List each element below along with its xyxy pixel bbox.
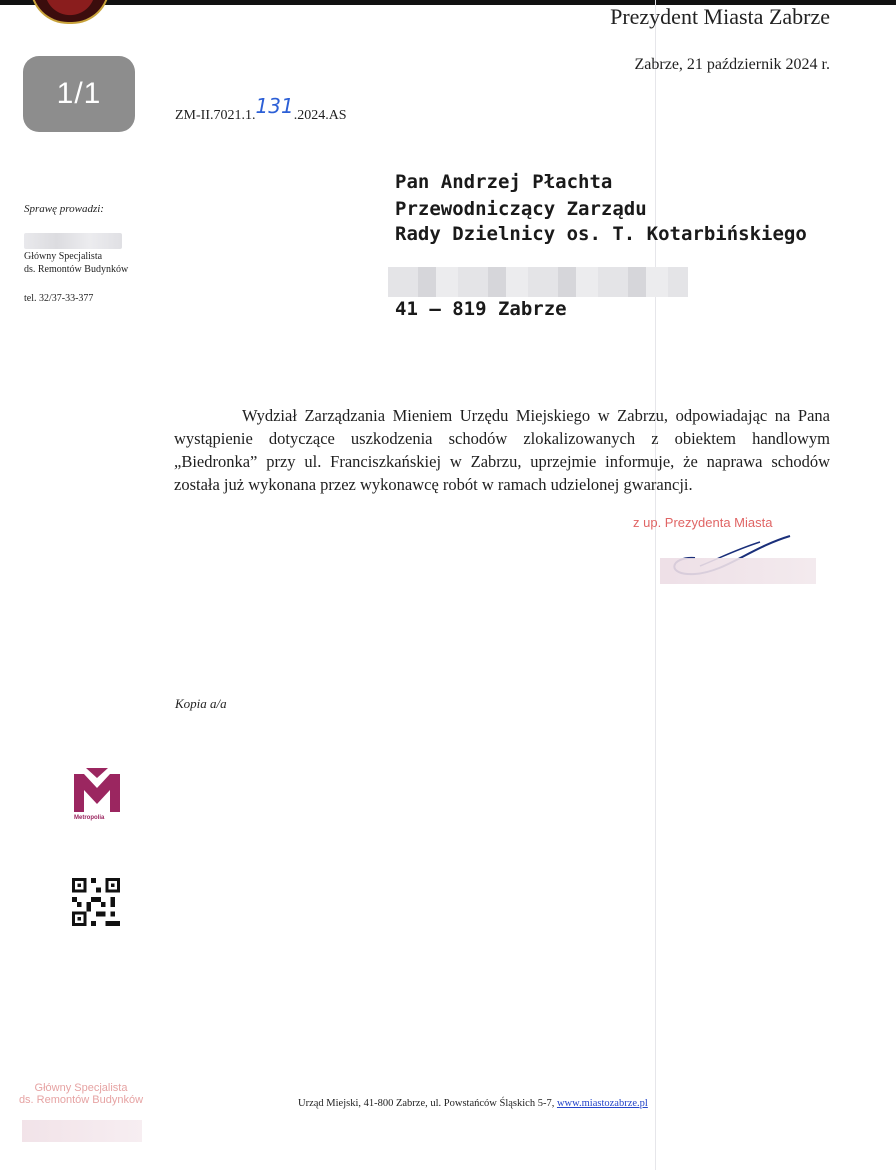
reference-number <box>175 94 347 124</box>
qr-code-icon <box>71 878 121 926</box>
copy-label: Kopia a/a <box>175 696 227 711</box>
addressee-city: 41 – 819 Zabrze <box>395 298 567 320</box>
redacted-handler-name <box>24 233 122 249</box>
redacted-signatory-name <box>660 558 816 584</box>
metropolia-logo-text: Metropolia <box>74 815 105 821</box>
handler-department: ds. Remontów Budynków <box>24 264 129 275</box>
footer-handler-stamp <box>6 1082 156 1106</box>
letter-date: Zabrze, 21 październik 2024 r. <box>634 56 830 73</box>
redacted-street-address <box>388 267 688 297</box>
signature-stamp-text: z up. Prezydenta Miasta <box>633 515 773 530</box>
footer-stamp-line-1: Główny Specjalista <box>34 1082 128 1094</box>
letter-header-title: Prezydent Miasta Zabrze <box>610 4 830 29</box>
footer-website-link[interactable]: www.miastozabrze.pl <box>556 1098 648 1109</box>
addressee-name: Pan Andrzej Płachta <box>395 171 613 193</box>
reference-suffix: .2024.AS <box>293 108 347 123</box>
reference-handwritten-number: 131 <box>255 94 294 118</box>
footer-stamp-line-2: ds. Remontów Budynków <box>18 1094 144 1106</box>
redacted-footer-signature <box>22 1120 142 1142</box>
letter-body <box>174 404 830 496</box>
letter-body-paragraph: Wydział Zarządzania Mieniem Urzędu Miejskiego w Zabrzu, odpowiadając na Pana wystąpienie dotyczące uszkodzenia schodów zlokalizowanych z obiektem handlowym „Biedronka” przy ul. Franciszkańskiej w Zabrzu, uprzejmie informuje, że naprawa schodów została już wykonana przez wykonawcę robót w ramach udzielonej gwarancji. <box>174 406 830 494</box>
addressee-council: Rady Dzielnicy os. T. Kotarbińskiego <box>395 223 807 245</box>
footer-address-text: Urząd Miejski, 41-800 Zabrze, ul. Powstańców Śląskich 5-7, <box>298 1098 555 1109</box>
handler-position: Główny Specjalista <box>24 251 103 262</box>
footer-address <box>298 1098 648 1109</box>
addressee-title: Przewodniczący Zarządu <box>395 198 647 220</box>
handler-phone: tel. 32/37-33-377 <box>24 293 94 304</box>
metropolia-logo-icon <box>72 766 122 822</box>
reference-prefix: ZM-II.7021.1. <box>175 108 256 123</box>
page-counter-badge: 1/1 <box>23 56 135 132</box>
case-handler-label: Sprawę prowadzi: <box>24 203 104 215</box>
city-crest-icon <box>30 0 110 24</box>
